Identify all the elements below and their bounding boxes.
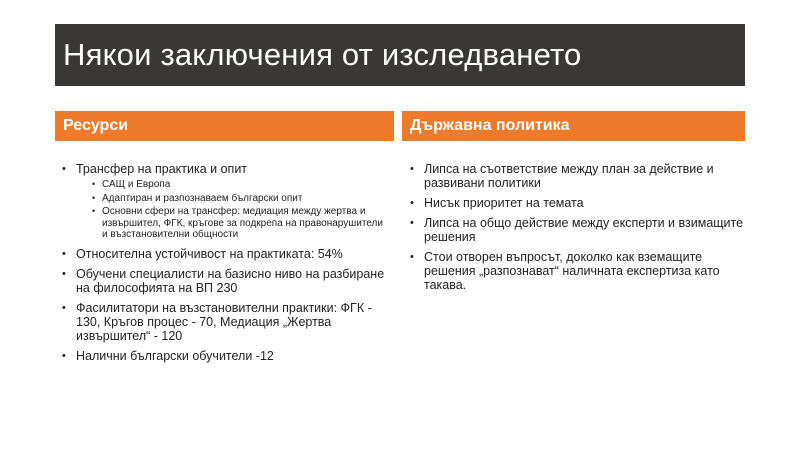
list-item — [62, 247, 387, 261]
list-item — [410, 162, 745, 190]
bullet-icon: • — [62, 163, 66, 175]
list-item-text: Нисък приоритет на темата — [424, 196, 584, 210]
list-item-text: Липса на съответствие между план за действие и развивани политики — [424, 162, 714, 190]
resources-header: Ресурси — [55, 111, 394, 141]
sub-list-item-text: Адаптиран и разпознаваем български опит — [102, 192, 303, 204]
bullet-icon: • — [410, 217, 414, 229]
state-policy-list — [410, 162, 745, 292]
list-item-text: Стои отворен въпросът, доколко как вземащите решения „разпознават“ наличната експертиза като такава. — [424, 250, 720, 292]
bullet-icon: • — [92, 192, 96, 203]
slide-title: Някои заключения от изследването — [63, 37, 582, 72]
sub-list-item — [92, 193, 387, 205]
bullet-icon: • — [410, 251, 414, 263]
bullet-icon: • — [92, 206, 96, 216]
list-item — [410, 216, 745, 244]
sub-list-item-text: САЩ и Европа — [102, 179, 171, 190]
list-item-text: Фасилитатори на възстановителни практики: ФГК - 130, Кръгов процес - 70, Медиация „Жертва извършител“ - 120 — [76, 300, 372, 343]
list-item — [62, 301, 387, 343]
list-item-text: Трансфер на практика и опит — [76, 162, 248, 176]
sub-list-item — [92, 179, 387, 191]
bullet-icon: • — [410, 163, 414, 175]
bullet-icon: • — [410, 197, 414, 209]
list-item-text: Налични български обучители -12 — [76, 348, 274, 363]
sub-list — [76, 179, 387, 241]
slide-title-bar — [55, 24, 745, 86]
list-item-text: Обучени специалисти на базисно ниво на разбиране на философията на ВП 230 — [76, 266, 385, 295]
bullet-icon: • — [62, 267, 66, 280]
bullet-icon: • — [62, 247, 66, 260]
resources-list — [62, 162, 387, 363]
list-item-text: Липса на общо действие между експерти и взимащите решения — [424, 216, 744, 244]
state-policy-content — [410, 162, 745, 298]
list-item — [62, 267, 387, 295]
resources-content — [62, 162, 387, 369]
state-policy-header: Държавна политика — [402, 111, 745, 141]
bullet-icon: • — [62, 301, 66, 314]
list-item — [62, 162, 387, 241]
list-item — [410, 250, 745, 292]
bullet-icon: • — [92, 179, 96, 189]
bullet-icon: • — [62, 349, 66, 362]
sub-list-item-text: Основни сфери на трансфер: медиация между жертва и извършител, ФГК, кръгове за подкрепа на правонарушители и възстановителни общности — [102, 206, 383, 240]
list-item-text: Относителна устойчивост на практиката: 54% — [76, 246, 343, 261]
sub-list-item — [92, 206, 387, 241]
list-item — [410, 196, 745, 210]
list-item — [62, 349, 387, 363]
